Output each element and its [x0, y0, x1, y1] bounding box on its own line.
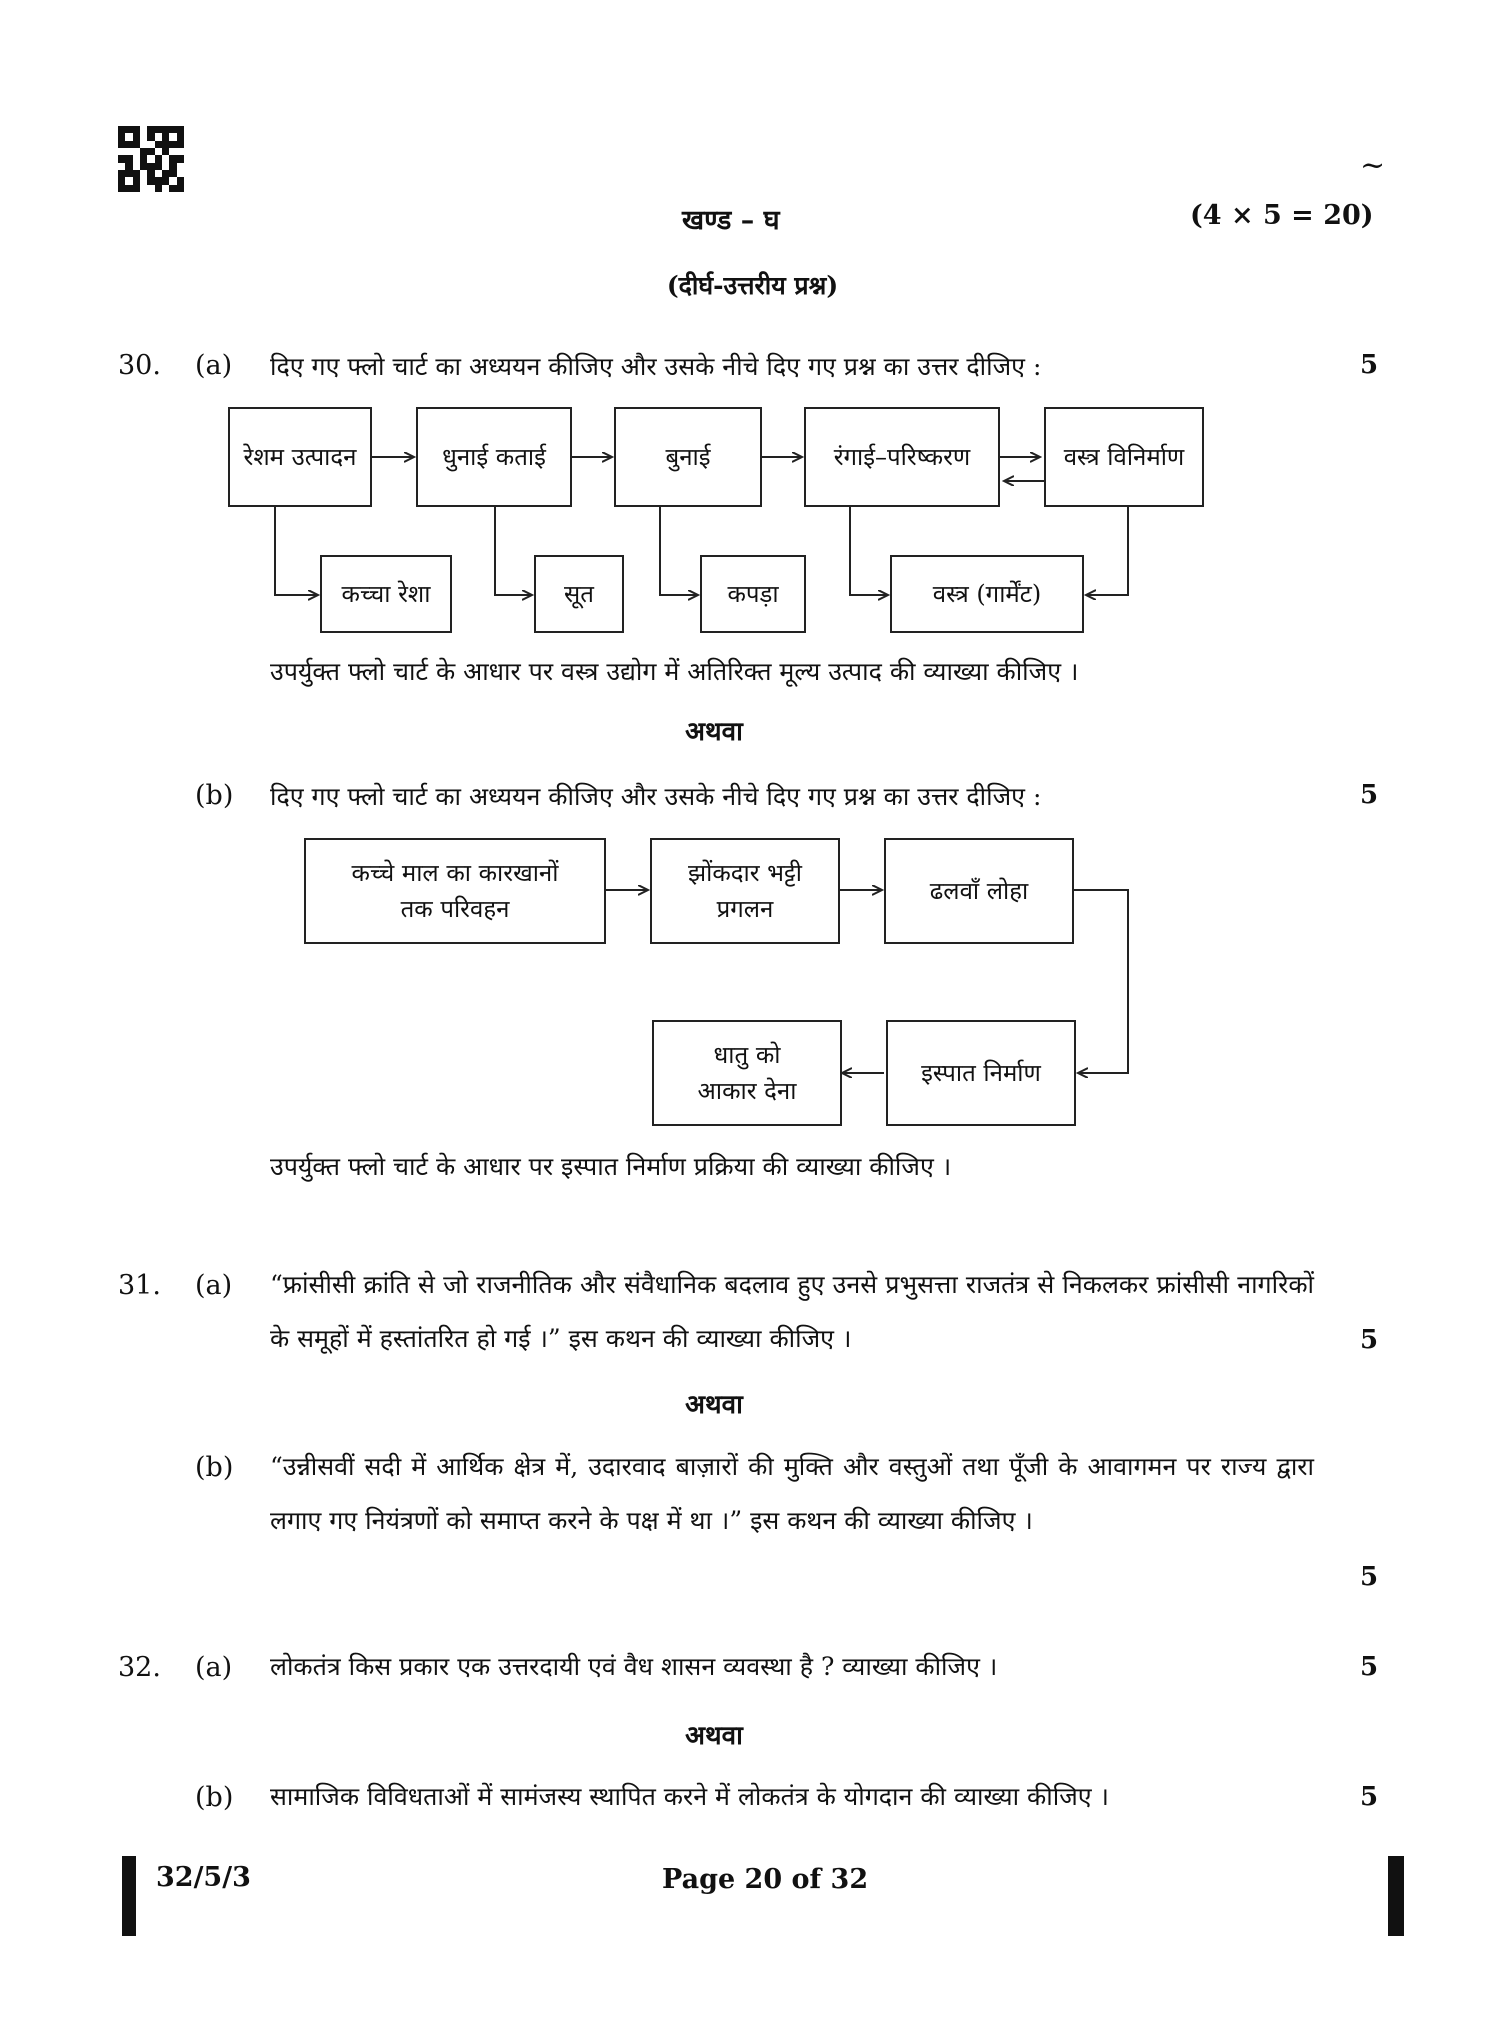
- flow-box-fabric: कपड़ा: [700, 555, 806, 633]
- flow-box-garment: वस्त्र (गार्मेंट): [890, 555, 1084, 633]
- section-title: खण्ड – घ: [682, 205, 780, 236]
- flow-box-metal-shaping: धातु को आकार देना: [652, 1020, 842, 1126]
- section-subtitle: (दीर्घ-उत्तरीय प्रश्न): [666, 271, 839, 300]
- q32-b-marks: 5: [1360, 1782, 1379, 1812]
- q31-or-separator: अथवा: [685, 1390, 743, 1420]
- q32-part-b-label: (b): [195, 1782, 234, 1813]
- flow-box-steel-making: इस्पात निर्माण: [886, 1020, 1076, 1126]
- q30-b-question: उपर्युक्त फ्लो चार्ट के आधार पर इस्पात निर्माण प्रक्रिया की व्याख्या कीजिए ।: [270, 1152, 952, 1181]
- flow-box-garment-manufacturing: वस्त्र विनिर्माण: [1044, 407, 1204, 507]
- q30-a-instruction: दिए गए फ्लो चार्ट का अध्ययन कीजिए और उसके नीचे दिए गए प्रश्न का उत्तर दीजिए :: [270, 352, 1042, 381]
- q31-part-b-label: (b): [195, 1452, 234, 1483]
- q32-b-text: सामाजिक विविधताओं में सामंजस्य स्थापित करने में लोकतंत्र के योगदान की व्याख्या कीजिए ।: [270, 1782, 1109, 1811]
- q31-a-marks: 5: [1360, 1325, 1379, 1355]
- flow-box-raw-material-transport: कच्चे माल का कारखानों तक परिवहन: [304, 838, 606, 944]
- q32-a-marks: 5: [1360, 1652, 1379, 1682]
- tilde-mark: ~: [1360, 148, 1386, 183]
- q31-b-marks: 5: [1360, 1562, 1379, 1592]
- q30-a-marks: 5: [1360, 350, 1379, 380]
- flow-box-pig-iron: ढलवाँ लोहा: [884, 838, 1074, 944]
- flow-box-yarn: सूत: [534, 555, 624, 633]
- q31-part-a-label: (a): [195, 1270, 233, 1301]
- q30-a-question: उपर्युक्त फ्लो चार्ट के आधार पर वस्त्र उद्योग में अतिरिक्त मूल्य उत्पाद की व्याख्या कीजिए ।: [270, 657, 1079, 686]
- q32-part-a-label: (a): [195, 1652, 233, 1683]
- q30-part-b-label: (b): [195, 780, 234, 811]
- q32-a-text: लोकतंत्र किस प्रकार एक उत्तरदायी एवं वैध शासन व्यवस्था है ? व्याख्या कीजिए ।: [270, 1652, 998, 1681]
- q30-b-instruction: दिए गए फ्लो चार्ट का अध्ययन कीजिए और उसके नीचे दिए गए प्रश्न का उत्तर दीजिए :: [270, 782, 1042, 811]
- footer-right-bar: [1388, 1856, 1404, 1936]
- section-marks: (4 × 5 = 20): [1190, 200, 1374, 231]
- question-number-32: 32.: [118, 1652, 161, 1683]
- flow-box-dyeing-finishing: रंगाई–परिष्करण: [804, 407, 1000, 507]
- paper-code: 32/5/3: [156, 1862, 251, 1893]
- question-number-30: 30.: [118, 350, 161, 381]
- flow-box-raw-fibre: कच्चा रेशा: [320, 555, 452, 633]
- q30-or-separator: अथवा: [685, 717, 743, 747]
- flow-box-silk-production: रेशम उत्पादन: [228, 407, 372, 507]
- q30-b-marks: 5: [1360, 780, 1379, 810]
- question-number-31: 31.: [118, 1270, 161, 1301]
- q31-b-text: “उन्नीसवीं सदी में आर्थिक क्षेत्र में, उदारवाद बाज़ारों की मुक्ति और वस्तुओं तथा पूँजी के आवागमन पर राज्य द्वारा लगाए गए नियंत्रणों को समाप्त करने के पक्ष में था ।” इस कथन की व्याख्या कीजिए ।: [270, 1452, 1314, 1535]
- q30-part-a-label: (a): [195, 350, 233, 381]
- flow-box-blast-furnace-smelting: झोंकदार भट्टी प्रगलन: [650, 838, 840, 944]
- flow-box-carding-spinning: धुनाई कताई: [416, 407, 572, 507]
- q31-a-text: “फ्रांसीसी क्रांति से जो राजनीतिक और संवैधानिक बदलाव हुए उनसे प्रभुसत्ता राजतंत्र से निकलकर फ्रांसीसी नागरिकों के समूहों में हस्तांतरित हो गई ।” इस कथन की व्याख्या कीजिए ।: [270, 1270, 1314, 1353]
- footer-left-bar: [122, 1856, 136, 1936]
- page-number: Page 20 of 32: [662, 1864, 869, 1895]
- q32-or-separator: अथवा: [685, 1721, 743, 1751]
- flow-box-weaving: बुनाई: [614, 407, 762, 507]
